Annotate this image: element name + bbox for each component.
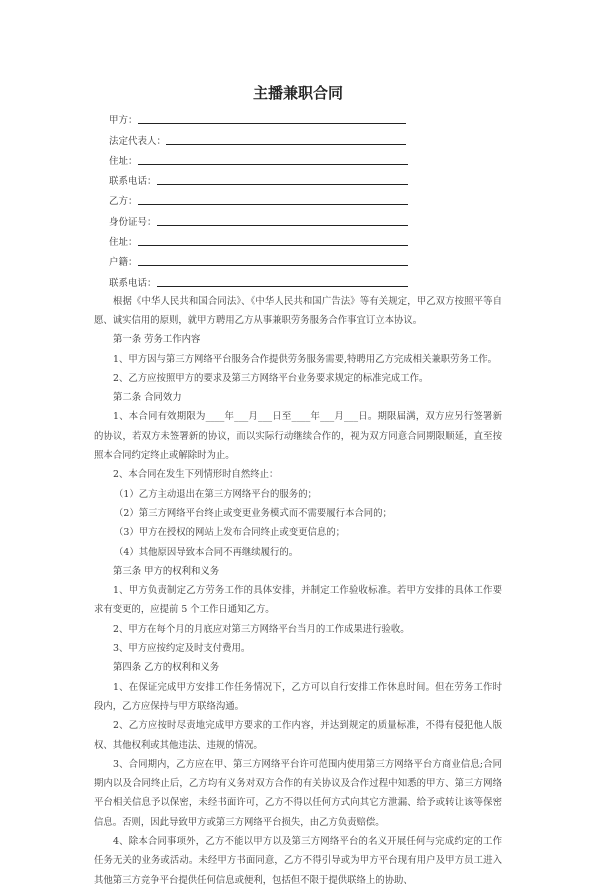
paragraph: 1、本合同有效期限为____年___月___日至____年___月___日。期限届满，双方应另行签署新的协议，若双方未签署新的协议，而以实际行动继续合作的，视为双方同意合同期限顺延，直至按照本合同约定终止或解除时为止。	[94, 411, 502, 462]
field-label: 法定代表人：	[109, 135, 167, 147]
blank-line	[157, 285, 408, 287]
field-label: 身份证号：	[109, 216, 157, 228]
blank-line	[166, 143, 406, 145]
paragraph: 2、乙方应按照甲方的要求及第三方网络平台业务要求规定的标准完成工作。	[113, 372, 429, 384]
field-address-b	[109, 230, 502, 250]
list-item: （3）甲方在授权的网站上发布合同终止或变更信息的；	[114, 527, 345, 539]
field-legal-representative	[109, 128, 502, 148]
section-heading-1: 第一条 劳务工作内容	[113, 334, 201, 346]
field-label: 户籍：	[109, 257, 138, 269]
field-label: 联系电话：	[109, 176, 157, 188]
section-heading-2: 第二条 合同效力	[113, 392, 182, 404]
field-label: 甲方：	[109, 115, 138, 127]
contract-body	[94, 292, 502, 890]
field-household	[109, 250, 502, 270]
field-label: 住址：	[109, 237, 138, 249]
blank-line	[157, 224, 408, 226]
party-info-fields	[94, 108, 502, 291]
blank-line	[138, 122, 406, 124]
paragraph: 1、甲方因与第三方网络平台服务合作提供劳务服务需要,特聘用乙方完成相关兼职劳务工作。	[113, 353, 497, 365]
list-item: （1）乙方主动退出在第三方网络平台的服务的；	[114, 488, 317, 500]
list-item: （2）第三方网络平台终止或变更业务模式而不需要履行本合同的；	[114, 507, 392, 519]
field-label: 联系电话：	[109, 277, 157, 289]
paragraph: 3、甲方应按约定及时支付费用。	[113, 643, 251, 655]
blank-line	[138, 163, 408, 165]
paragraph-preamble: 根据《中华人民共和国合同法》、《中华人民共和国广告法》等有关规定，甲乙双方按照平等自愿、诚实信用的原则，就甲方聘用乙方从事兼职劳务服务合作事宜订立本协议。	[94, 295, 502, 326]
paragraph: 4、除本合同事项外，乙方不能以甲方以及第三方网络平台的名义开展任何与完成约定的工作任务无关的业务或活动。未经甲方书面同意，乙方不得引导或为甲方平台现有用户及甲方员工进入其他第三方竞争平台提供任何信息或便利，包括但不限于提供联络上的协助、	[94, 835, 502, 886]
field-label: 住址：	[109, 155, 138, 167]
field-party-b	[109, 189, 502, 209]
list-item: （4）其他原因导致本合同不再继续履行的。	[114, 546, 299, 558]
section-heading-4: 第四条 乙方的权利和义务	[113, 662, 220, 674]
blank-line	[157, 183, 408, 185]
paragraph: 1、甲方负责制定乙方劳务工作的具体安排，并制定工作验收标准。若甲方安排的具体工作要求有变更的，应提前 5 个工作日通知乙方。	[94, 585, 502, 616]
field-address-a	[109, 149, 502, 169]
blank-line	[138, 203, 408, 205]
field-party-a	[109, 108, 502, 128]
paragraph: 2、甲方在每个月的月底应对第三方网络平台当月的工作成果进行验收。	[113, 623, 410, 635]
paragraph: 2、本合同在发生下列情形时自然终止：	[113, 469, 279, 481]
field-label: 乙方：	[109, 196, 138, 208]
paragraph: 1、在保证完成甲方安排工作任务情况下，乙方可以自行安排工作休息时间。但在劳务工作时段内，乙方应保持与甲方联络沟通。	[94, 681, 502, 712]
section-heading-3: 第三条 甲方的权利和义务	[113, 565, 220, 577]
document-title: 主播兼职合同	[252, 84, 343, 102]
paragraph: 2、乙方应按时尽责地完成甲方要求的工作内容，并达到规定的质量标准，不得有侵犯他人版权、其他权利或其他违法、违规的情况。	[94, 720, 502, 751]
field-phone-b	[109, 270, 502, 290]
field-phone-a	[109, 169, 502, 189]
paragraph: 3、合同期内，乙方应在甲、第三方网络平台许可范围内使用第三方网络平台方商业信息;合同期内以及合同终止后，乙方均有义务对双方合作的有关协议及合作过程中知悉的甲方、第三方网络平台相关信息予以保密，未经书面许可，乙方不得以任何方式向其它方泄漏、给予或转让该等保密信息。否则，因此导致甲方或第三方网络平台损失，由乙方负责赔偿。	[94, 758, 502, 828]
blank-line	[138, 244, 408, 246]
field-id-number	[109, 209, 502, 229]
blank-line	[138, 264, 408, 266]
